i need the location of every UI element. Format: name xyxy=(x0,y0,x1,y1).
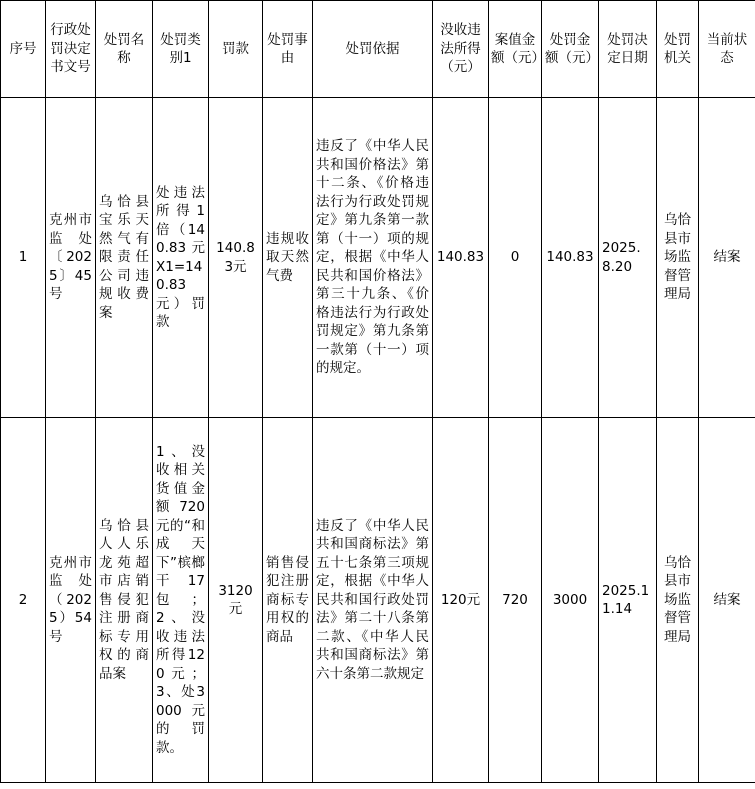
cell-fine: 3120元 xyxy=(209,418,263,783)
cell-case-value: 0 xyxy=(489,98,542,418)
cell-name: 乌恰县宝乐天然气有限责任公司违规收费案 xyxy=(96,98,153,418)
cell-date: 2025.8.20 xyxy=(599,98,657,418)
header-authority: 处罚机关 xyxy=(657,1,699,98)
cell-case-value: 720 xyxy=(489,418,542,783)
cell-status: 结案 xyxy=(699,98,755,418)
cell-reason: 违规收取天然气费 xyxy=(263,98,313,418)
cell-date: 2025.11.14 xyxy=(599,418,657,783)
cell-seq: 2 xyxy=(1,418,46,783)
header-reason: 处罚事由 xyxy=(263,1,313,98)
header-penalty-amount: 处罚金额（元） xyxy=(542,1,599,98)
cell-authority: 乌恰县市场监督管理局 xyxy=(657,418,699,783)
table-header xyxy=(1,1,755,98)
cell-basis: 违反了《中华人民共和国价格法》第十二条、《价格违法行为行政处罚规定》第九条第一款第（十一）项的规定，根据《中华人民共和国价格法》第三十九条、《价格违法行为行政处罚规定》第九条第一款第（十一）项的规定。 xyxy=(313,98,433,418)
cell-confiscated: 140.83 xyxy=(433,98,489,418)
table-row xyxy=(1,418,755,783)
header-status: 当前状态 xyxy=(699,1,755,98)
header-confiscated: 没收违法所得（元） xyxy=(433,1,489,98)
cell-category: 1、没收相关货值金额720元的“和成天下”槟榔干17包；2、没收违法所得120元；3、处3000元的罚款。 xyxy=(153,418,209,783)
header-basis: 处罚依据 xyxy=(313,1,433,98)
header-fine: 罚款 xyxy=(209,1,263,98)
table-row xyxy=(1,98,755,418)
cell-category: 处违法所得1倍（140.83元X1=140.83元）罚款 xyxy=(153,98,209,418)
cell-authority: 乌恰县市场监督管理局 xyxy=(657,98,699,418)
header-seq: 序号 xyxy=(1,1,46,98)
cell-status: 结案 xyxy=(699,418,755,783)
cell-name: 乌恰县人人乐龙苑超市店销售侵犯注册商标专用权的商品案 xyxy=(96,418,153,783)
header-name: 处罚名称 xyxy=(96,1,153,98)
header-decision-no: 行政处罚决定书文号 xyxy=(46,1,96,98)
header-date: 处罚决定日期 xyxy=(599,1,657,98)
header-category: 处罚类别1 xyxy=(153,1,209,98)
cell-penalty-amount: 3000 xyxy=(542,418,599,783)
cell-confiscated: 120元 xyxy=(433,418,489,783)
cell-seq: 1 xyxy=(1,98,46,418)
cell-basis: 违反了《中华人民共和国商标法》第五十七条第三项规定，根据《中华人民共和国行政处罚法》第二十八条第二款、《中华人民共和国商标法》第六十条第二款规定 xyxy=(313,418,433,783)
cell-decision-no: 克州市监处（2025）54号 xyxy=(46,418,96,783)
cell-reason: 销售侵犯注册商标专用权的商品 xyxy=(263,418,313,783)
cell-fine: 140.83元 xyxy=(209,98,263,418)
cell-penalty-amount: 140.83 xyxy=(542,98,599,418)
header-case-value: 案值金额（元） xyxy=(489,1,542,98)
cell-decision-no: 克州市监处〔2025〕45号 xyxy=(46,98,96,418)
